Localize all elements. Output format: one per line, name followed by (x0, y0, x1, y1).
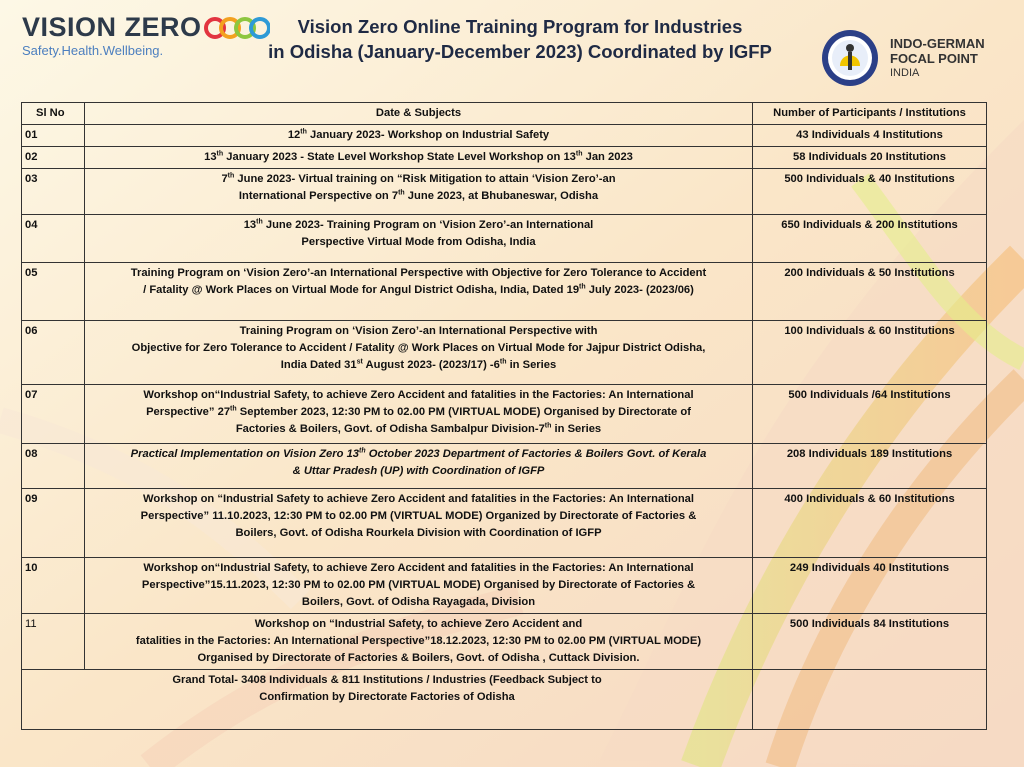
subject-line: Workshop on“Industrial Safety, to achieve Zero Accident and fatalities in the Factories: An International (143, 562, 694, 574)
subject-line: / Fatality @ Work Places on Virtual Mode for Angul District Odisha, India, Dated 19th July 2023- (2023/06) (143, 283, 694, 296)
row-participants: 43 Individuals 4 Institutions (753, 125, 987, 147)
subject-line: Training Program on ‘Vision Zero’-an International Perspective with (239, 325, 598, 337)
row-subject (85, 385, 753, 444)
subject-line: & Uttar Pradesh (UP) with Coordination of IGFP (292, 465, 545, 477)
vision-zero-logo (22, 12, 270, 58)
subject-line: Organised by Directorate of Factories & Boilers, Govt. of Odisha , Cuttack Division. (197, 652, 640, 664)
table-row (22, 444, 987, 489)
row-participants: 100 Individuals & 60 Institutions (753, 321, 987, 385)
logo-tagline: Safety.Health.Wellbeing. (22, 43, 164, 58)
igfp-logo (818, 28, 985, 88)
row-sl: 04 (22, 215, 85, 263)
grand-total-row (22, 670, 987, 730)
row-participants: 500 Individuals /64 Institutions (753, 385, 987, 444)
row-sl: 02 (22, 147, 85, 169)
row-sl: 06 (22, 321, 85, 385)
subject-line: Boilers, Govt. of Odisha Rourkela Division with Coordination of IGFP (235, 527, 602, 539)
subject-line: fatalities in the Factories: An International Perspective”18.12.2023, 12:30 PM to 02.00 PM (VIRTUAL MODE) (135, 635, 702, 647)
igfp-line-3: INDIA (890, 66, 920, 79)
table-row (22, 385, 987, 444)
subject-line: 13th June 2023- Training Program on ‘Vision Zero’-an International (243, 218, 594, 231)
subject-line: Training Program on ‘Vision Zero’-an International Perspective with Objective for Zero Tolerance to Accident (130, 267, 707, 279)
row-participants: 400 Individuals & 60 Institutions (753, 489, 987, 558)
grand-total-line: Confirmation by Directorate Factories of Odisha (259, 691, 515, 703)
row-subject (85, 215, 753, 263)
subject-line: 12th January 2023- Workshop on Industrial Safety (287, 128, 550, 141)
row-subject (85, 169, 753, 215)
subject-line: Workshop on “Industrial Safety to achieve Zero Accident and fatalities in the Factories: An International (143, 493, 694, 505)
table-row (22, 614, 987, 670)
subject-line: International Perspective on 7th June 2023, at Bhubaneswar, Odisha (238, 189, 599, 202)
row-subject (85, 125, 753, 147)
subject-line: Perspective” 27th September 2023, 12:30 PM to 02.00 PM (VIRTUAL MODE) Organised by Directorate of (146, 405, 691, 418)
row-participants: 200 Individuals & 50 Institutions (753, 263, 987, 321)
table-row (22, 263, 987, 321)
subject-line: India Dated 31st August 2023- (2023/17) -6th in Series (280, 358, 557, 371)
page-title (240, 14, 800, 64)
row-participants: 208 Individuals 189 Institutions (753, 444, 987, 489)
table-row (22, 125, 987, 147)
subject-line: 7th June 2023- Virtual training on “Risk Mitigation to attain ‘Vision Zero’-an (221, 172, 616, 185)
subject-line: Boilers, Govt. of Odisha Rayagada, Division (301, 596, 536, 608)
page-header (0, 0, 1024, 96)
title-line-2: in Odisha (January-December 2023) Coordinated by IGFP (268, 41, 772, 62)
table-row (22, 215, 987, 263)
grand-total-empty (753, 670, 987, 730)
row-participants: 58 Individuals 20 Institutions (753, 147, 987, 169)
row-subject (85, 147, 753, 169)
row-sl: 11 (22, 614, 85, 670)
subject-line: Objective for Zero Tolerance to Accident / Fatality @ Work Places on Virtual Mode for Jajpur District Odisha, (131, 342, 706, 354)
row-participants: 249 Individuals 40 Institutions (753, 558, 987, 614)
table-header-row (22, 103, 987, 125)
row-subject (85, 444, 753, 489)
subject-line: 13th January 2023 - State Level Workshop State Level Workshop on 13th Jan 2023 (204, 150, 633, 163)
subject-line: Perspective” 11.10.2023, 12:30 PM to 02.00 PM (VIRTUAL MODE) Organized by Directorate of Factories & (140, 510, 697, 522)
subject-line: Factories & Boilers, Govt. of Odisha Sambalpur Division-7th in Series (235, 422, 602, 435)
header-date-subjects: Date & Subjects (85, 103, 753, 125)
header-participants: Number of Participants / Institutions (753, 103, 987, 125)
grand-total-cell (22, 670, 753, 730)
row-subject (85, 558, 753, 614)
table-row (22, 558, 987, 614)
row-participants: 500 Individuals 84 Institutions (753, 614, 987, 670)
igfp-emblem-icon (818, 28, 882, 88)
row-participants: 650 Individuals & 200 Institutions (753, 215, 987, 263)
table-row (22, 147, 987, 169)
training-program-table (21, 102, 987, 730)
grand-total-line: Grand Total- 3408 Individuals & 811 Institutions / Industries (Feedback Subject to (172, 674, 602, 686)
logo-wordmark: VISION ZERO (22, 12, 202, 42)
subject-line: Practical Implementation on Vision Zero 13th October 2023 Department of Factories & Boilers Govt. of Kerala (130, 447, 707, 460)
title-line-1: Vision Zero Online Training Program for Industries (297, 16, 743, 37)
row-participants: 500 Individuals & 40 Institutions (753, 169, 987, 215)
table-row (22, 169, 987, 215)
row-subject (85, 263, 753, 321)
igfp-line-1: INDO-GERMAN (890, 35, 985, 51)
row-subject (85, 489, 753, 558)
row-sl: 10 (22, 558, 85, 614)
row-sl: 08 (22, 444, 85, 489)
row-sl: 01 (22, 125, 85, 147)
subject-line: Workshop on “Industrial Safety, to achieve Zero Accident and (254, 618, 583, 630)
row-sl: 07 (22, 385, 85, 444)
subject-line: Perspective Virtual Mode from Odisha, India (301, 236, 536, 248)
row-subject (85, 321, 753, 385)
row-sl: 03 (22, 169, 85, 215)
header-sl-no: Sl No (22, 103, 85, 125)
row-sl: 05 (22, 263, 85, 321)
row-sl: 09 (22, 489, 85, 558)
subject-line: Perspective”15.11.2023, 12:30 PM to 02.00 PM (VIRTUAL MODE) Organised by Directorate of Factories & (141, 579, 696, 591)
igfp-line-2: FOCAL POINT (890, 50, 978, 66)
subject-line: Workshop on“Industrial Safety, to achieve Zero Accident and fatalities in the Factories: An International (143, 389, 694, 401)
row-subject (85, 614, 753, 670)
table-row (22, 489, 987, 558)
table-row (22, 321, 987, 385)
